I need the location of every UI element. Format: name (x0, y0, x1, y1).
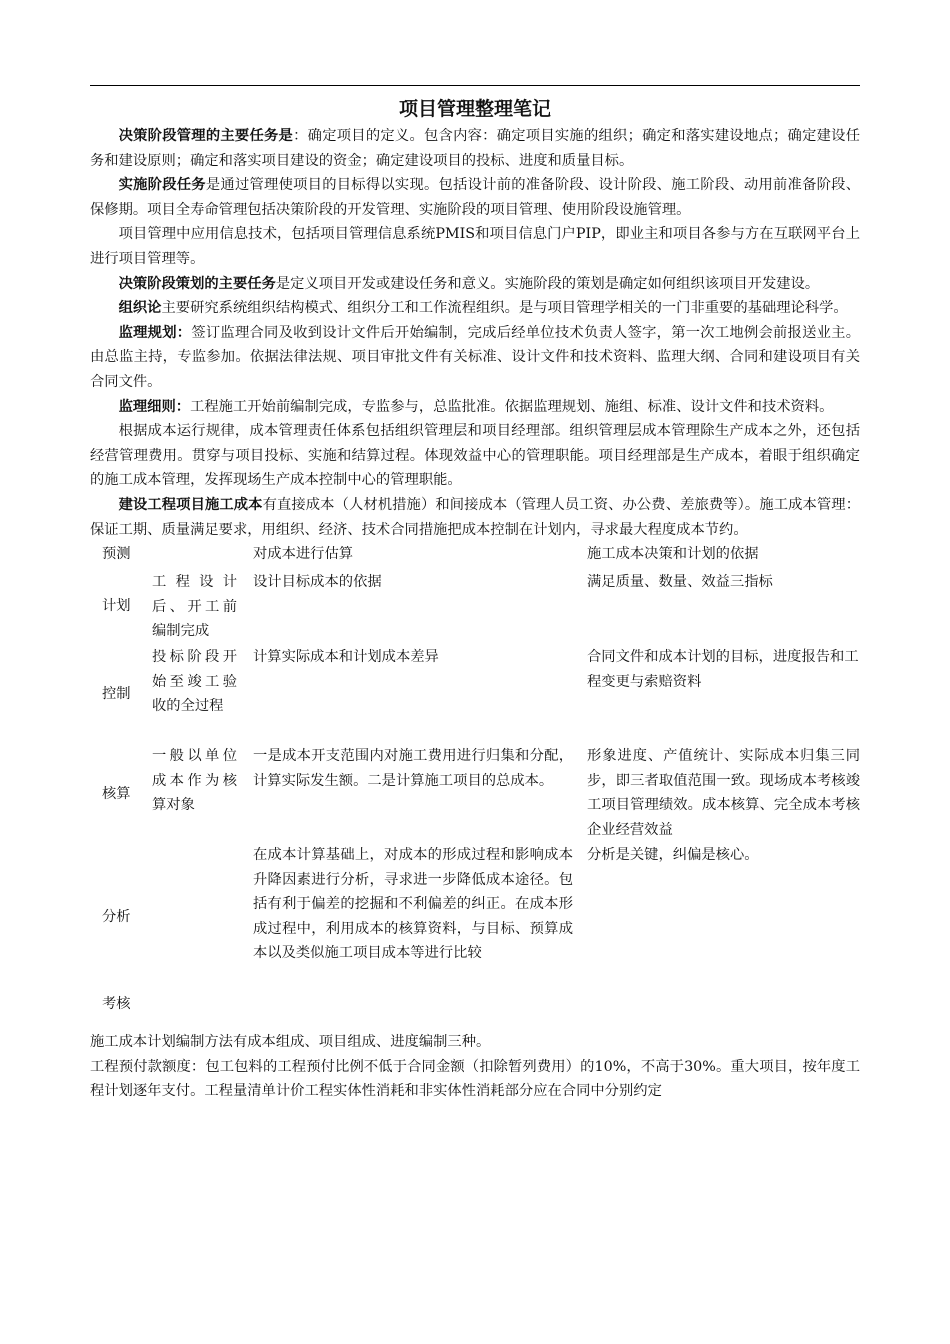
paragraph-lead: 决策阶段策划的主要任务 (118, 275, 276, 292)
paragraph-lead: 组织论 (118, 300, 162, 317)
paragraph (90, 493, 860, 542)
paragraph-lead: 决策阶段管理的主要任务是 (118, 128, 294, 144)
paragraph (90, 173, 860, 222)
table-cell-content: 设计目标成本的依据 (253, 574, 382, 591)
table-cell-basis: 形象进度、产值统计、实际成本归集三同步，即三者取值范围一致。现场成本考核竣工项目管理绩效。成本核算、完全成本考核企业经营效益 (587, 748, 860, 838)
paragraph-lead: 实施阶段任务 (118, 177, 206, 194)
paragraph (90, 321, 860, 395)
paragraph-lead: 监理规划： (118, 324, 192, 341)
paragraph (90, 222, 860, 271)
table-row-label: 核算 (102, 786, 131, 803)
paragraph (90, 296, 860, 321)
table-cell-time: 一般以单位成本作为核算对象 (152, 748, 237, 814)
table-cell-basis: 合同文件和成本计划的目标，进度报告和工程变更与索赔资料 (587, 649, 859, 690)
header-rule (90, 85, 860, 86)
paragraph: 施工成本计划编制方法有成本组成、项目组成、进度编制三种。 (90, 1034, 491, 1051)
table-row-label: 分析 (102, 909, 131, 926)
document-body (90, 124, 860, 1104)
table-cell-content: 一是成本开支范围内对施工费用进行归集和分配，计算实际发生额。二是计算施工项目的总成本。 (253, 748, 573, 789)
paragraph-text: 有直接成本（人材机措施）和间接成本（管理人员工资、办公费、差旅费等）。施工成本管理：保证工期、质量满足要求，用组织、经济、技术合同措施把成本控制在计划内，寻求最大程度成本节约。 (90, 496, 860, 538)
table-cell-content: 计算实际成本和计划成本差异 (253, 649, 439, 666)
table-row-label: 预测 (102, 546, 131, 563)
paragraph-text: 项目管理中应用信息技术，包括项目管理信息系统PMIS和项目信息门户PIP，即业主和项目各参与方在互联网平台上进行项目管理等。 (90, 226, 860, 267)
table-row-label: 考核 (102, 996, 131, 1013)
paragraph-text: ：确定项目的定义。包含内容：确定项目实施的组织；确定和落实建设地点；确定建设任务和建设原则；确定和落实项目建设的资金；确定建设项目的投标、进度和质量目标。 (90, 128, 861, 169)
page-title: 项目管理整理笔记 (398, 98, 551, 120)
paragraph (90, 395, 860, 420)
table-row-label: 控制 (102, 686, 131, 703)
table-cell-content: 对成本进行估算 (253, 546, 354, 563)
paragraph-lead: 监理细则： (118, 398, 191, 415)
table-cell-content: 在成本计算基础上，对成本的形成过程和影响成本升降因素进行分析，寻求进一步降低成本途径。包括有利于偏差的挖掘和不利偏差的纠正。在成本形成过程中，利用成本的核算资料，与目标、预算成本以及类似施工项目成本等进行比较 (253, 847, 573, 962)
table-row-label: 计划 (102, 598, 131, 615)
paragraph-text: 是定义项目开发或建设任务和意义。实施阶段的策划是确定如何组织该项目开发建设。 (275, 275, 820, 292)
table-cell-basis: 满足质量、数量、效益三指标 (587, 574, 773, 591)
paragraph-text: 工程施工开始前编制完成，专监参与，总监批准。依据监理规划、施组、标准、设计文件和技术资料。 (190, 398, 834, 415)
paragraph-text: 是通过管理使项目的目标得以实现。包括设计前的准备阶段、设计阶段、施工阶段、动用前准备阶段、保修期。项目全寿命管理包括决策阶段的开发管理、实施阶段的项目管理、使用阶段设施管理。 (90, 177, 861, 218)
paragraph (90, 124, 860, 173)
paragraph-lead: 建设工程项目施工成本 (118, 496, 263, 513)
table-cell-basis: 分析是关键，纠偏是核心。 (587, 847, 759, 864)
table-cell-basis: 施工成本决策和计划的依据 (587, 546, 759, 563)
table-cell-time: 投标阶段开始至竣工验收的全过程 (152, 649, 237, 715)
cost-management-table (90, 542, 860, 1024)
paragraph (90, 419, 860, 493)
table-cell-time: 工程设计后、开工前编制完成 (152, 574, 237, 640)
paragraph-text: 签订监理合同及收到设计文件后开始编制，完成后经单位技术负责人签字，第一次工地例会前报送业主。由总监主持，专监参加。依据法律法规、项目审批文件有关标准、设计文件和技术资料、监理大纲、合同和建设项目有关合同文件。 (90, 324, 861, 390)
paragraph: 工程预付款额度：包工包料的工程预付比例不低于合同金额（扣除暂列费用）的10%，不高于30%。重大项目，按年度工程计划逐年支付。工程量清单计价工程实体性消耗和非实体性消耗部分应在合同中分别约定 (90, 1058, 860, 1100)
paragraph-text: 主要研究系统组织结构模式、组织分工和工作流程组织。是与项目管理学相关的一门非重要的基础理论科学。 (161, 300, 848, 317)
paragraph (90, 272, 860, 297)
paragraph-text: 根据成本运行规律，成本管理责任体系包括组织管理层和项目经理部。组织管理层成本管理除生产成本之外，还包括经营管理费用。贯穿与项目投标、实施和结算过程。体现效益中心的管理职能。项目经理部是生产成本，着眼于组织确定的施工成本管理，发挥现场生产成本控制中心的管理职能。 (90, 423, 860, 489)
bottom-paragraphs (90, 1030, 860, 1104)
